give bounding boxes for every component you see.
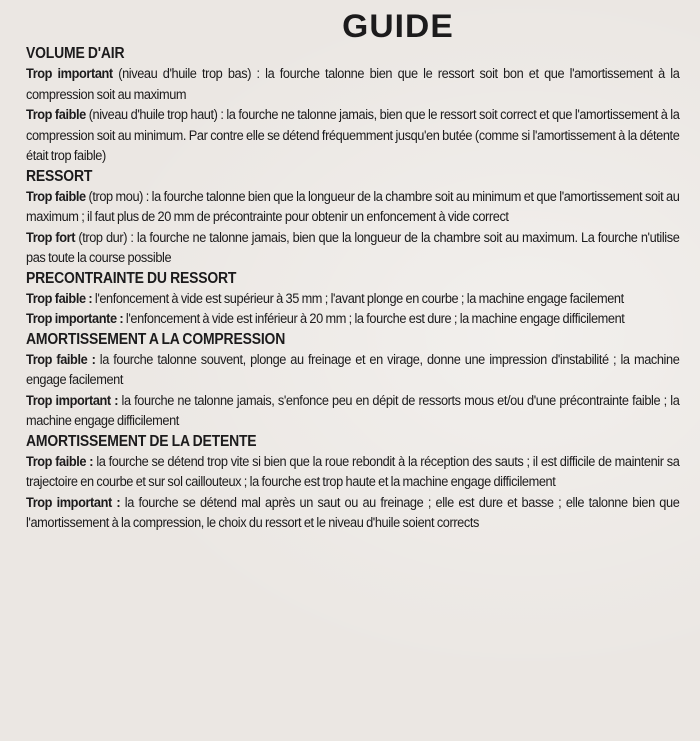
guide-entry bbox=[26, 228, 679, 269]
guide-entry bbox=[26, 64, 679, 105]
guide-content bbox=[26, 44, 679, 534]
entry-text: la fourche se détend trop vite si bien que la roue rebondit à la réception des sauts ; il est difficile de maintenir sa trajectoire en courbe et sur sol caillouteux ; la fourche est trop haute et la machine engage difficilement bbox=[26, 453, 680, 490]
entry-label: Trop important bbox=[26, 66, 113, 82]
section-precontrainte bbox=[26, 269, 679, 330]
entry-label: Trop important : bbox=[26, 392, 119, 409]
entry-text: la fourche talonne souvent, plonge au freinage et en virage, donne une impression d'instabilité ; la machine engage facilement bbox=[26, 351, 680, 388]
section-heading: VOLUME D'AIR bbox=[26, 45, 125, 62]
entry-label: Trop faible bbox=[26, 188, 86, 205]
entry-text: l'enfoncement à vide est inférieur à 20 mm ; la fourche est dure ; la machine engage difficilement bbox=[123, 311, 625, 327]
entry-text: (niveau d'huile trop haut) : la fourche ne talonne jamais, bien que le ressort soit correct et que l'amortissement à la compression soit au minimum. Par contre elle se détend fréquemment jusqu'en butée (comme si l'amortissement à la détente était trop faible) bbox=[26, 107, 680, 164]
guide-entry bbox=[26, 350, 679, 391]
entry-text: la fourche se détend mal après un saut ou au freinage ; elle est dure et basse ; elle talonne bien que l'amortissement à la compression, le choix du ressort et le niveau d'huile soient corrects bbox=[26, 494, 680, 531]
section-heading: AMORTISSEMENT A LA COMPRESSION bbox=[26, 330, 286, 348]
entry-label: Trop important : bbox=[26, 494, 121, 511]
entry-text: (trop mou) : la fourche talonne bien que la longueur de la chambre soit au minimum et que l'amortissement soit au maximum ; il faut plus de 20 mm de précontrainte pour obtenir un enfoncement à vide correct bbox=[26, 188, 680, 225]
guide-entry bbox=[26, 452, 679, 493]
section-ressort bbox=[26, 167, 679, 269]
section-amortissement-compression bbox=[26, 330, 679, 432]
entry-label: Trop fort bbox=[26, 229, 76, 246]
section-volume-air bbox=[26, 44, 679, 167]
entry-label: Trop faible bbox=[26, 107, 86, 123]
guide-entry bbox=[26, 391, 679, 432]
entry-label: Trop faible : bbox=[26, 453, 94, 470]
section-heading: RESSORT bbox=[26, 167, 93, 185]
entry-text: (trop dur) : la fourche ne talonne jamais, bien que la longueur de la chambre soit au maximum. La fourche n'utilise pas toute la course possible bbox=[26, 229, 680, 266]
entry-label: Trop faible : bbox=[26, 290, 93, 307]
entry-text: la fourche ne talonne jamais, s'enfonce peu en dépit de ressorts mous et/ou d'une précontrainte faible ; la machine engage difficilement bbox=[26, 392, 680, 429]
guide-entry bbox=[26, 493, 679, 534]
entry-text: l'enfoncement à vide est supérieur à 35 mm ; l'avant plonge en courbe ; la machine engage facilement bbox=[92, 290, 624, 307]
entry-label: Trop faible : bbox=[26, 351, 96, 368]
section-amortissement-detente bbox=[26, 432, 679, 534]
guide-entry bbox=[26, 289, 679, 310]
entry-text: (niveau d'huile trop bas) : la fourche talonne bien que le ressort soit bon et que l'amortissement à la compression soit au maximum bbox=[26, 66, 680, 103]
guide-entry bbox=[26, 105, 679, 167]
entry-label: Trop importante : bbox=[26, 311, 124, 327]
section-heading: AMORTISSEMENT DE LA DETENTE bbox=[26, 432, 257, 450]
page-title: GUIDE bbox=[342, 8, 454, 44]
guide-entry bbox=[26, 187, 679, 228]
guide-entry bbox=[26, 309, 679, 330]
section-heading: PRECONTRAINTE DU RESSORT bbox=[26, 269, 237, 287]
